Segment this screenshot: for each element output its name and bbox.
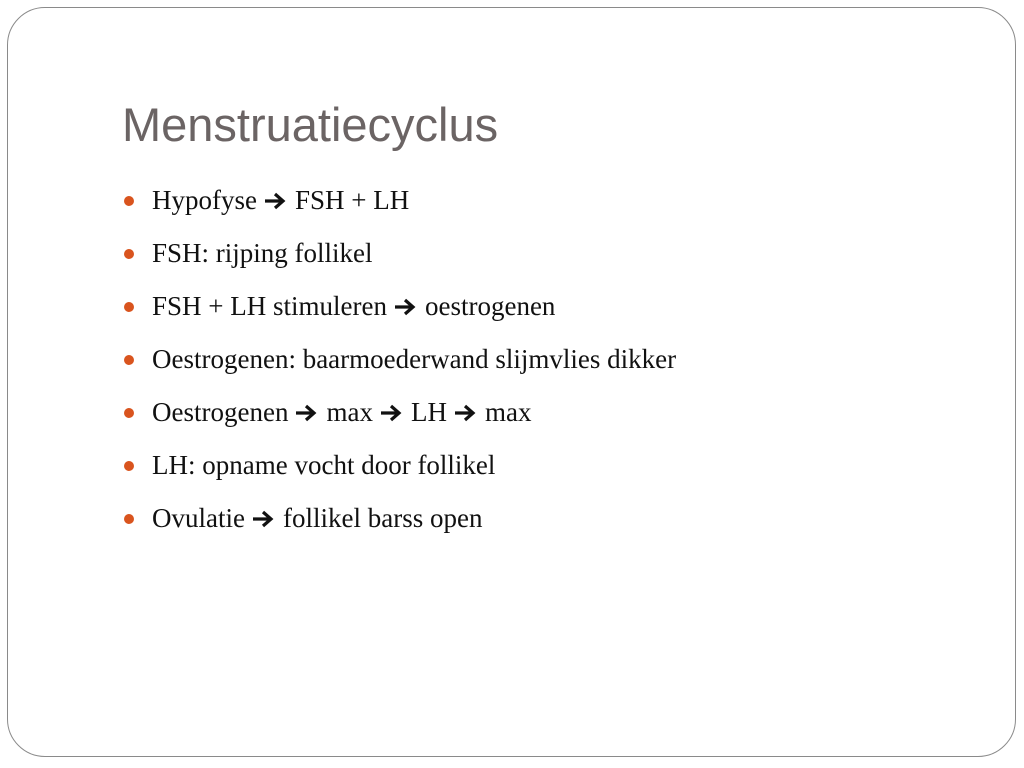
right-arrow-icon: [251, 509, 275, 529]
bullet-list: [122, 174, 676, 545]
bullet-text: Oestrogenen: baarmoederwand slijmvlies dikker: [152, 344, 677, 374]
right-arrow-icon: [294, 403, 318, 423]
bullet-dot-icon: [124, 249, 134, 259]
bullet-text: FSH: rijping follikel: [152, 238, 373, 268]
bullet-dot-icon: [124, 408, 134, 418]
right-arrow-icon: [263, 191, 287, 211]
bullet-dot-icon: [124, 514, 134, 524]
slide-title: Menstruatiecyclus: [122, 98, 499, 151]
bullet-text: Hypofyse: [152, 185, 257, 215]
bullet-text: oestrogenen: [424, 291, 556, 321]
right-arrow-icon: [453, 403, 477, 423]
bullet-item: [122, 386, 676, 439]
bullet-dot-icon: [124, 302, 134, 312]
slide: [7, 7, 1016, 757]
bullet-item: [122, 333, 676, 386]
bullet-text: LH: opname vocht door follikel: [152, 450, 496, 480]
bullet-text: follikel barss open: [282, 503, 483, 533]
bullet-text: FSH + LH: [294, 185, 410, 215]
bullet-dot-icon: [124, 355, 134, 365]
right-arrow-icon: [393, 297, 417, 317]
bullet-item: [122, 280, 676, 333]
bullet-text: LH: [410, 397, 447, 427]
bullet-item: [122, 439, 676, 492]
bullet-text: max: [326, 397, 373, 427]
bullet-dot-icon: [124, 461, 134, 471]
right-arrow-icon: [379, 403, 403, 423]
bullet-text: max: [484, 397, 532, 427]
bullet-item: [122, 174, 676, 227]
bullet-item: [122, 227, 676, 280]
bullet-text: Ovulatie: [152, 503, 245, 533]
bullet-dot-icon: [124, 196, 134, 206]
bullet-text: Oestrogenen: [152, 397, 289, 427]
bullet-item: [122, 492, 676, 545]
bullet-text: FSH + LH stimuleren: [152, 291, 387, 321]
